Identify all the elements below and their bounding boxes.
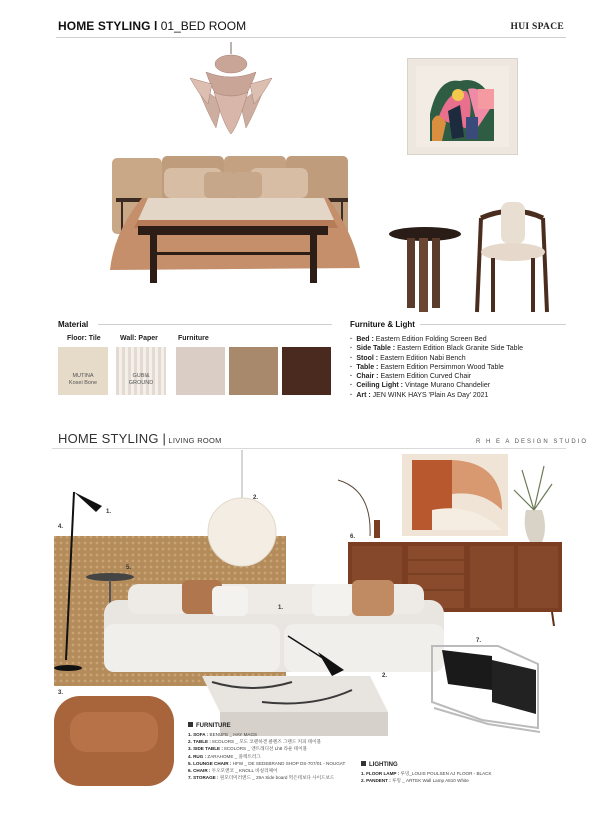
- list-item: · Ceiling Light : Vintage Murano Chandelier: [350, 381, 580, 390]
- number-armchair: 3.: [58, 690, 64, 696]
- floor-tile-name: Kosei Bone: [68, 380, 98, 386]
- legend-line: 6. CHAIR : 두오모앤코 _ KNOLL 바실리체어: [188, 768, 278, 774]
- list-item: · Chair : Eastern Edition Curved Chair: [350, 372, 580, 381]
- number-pendant: 2.: [253, 495, 259, 501]
- list-item: · Side Table : Eastern Edition Black Granite Side Table: [350, 344, 580, 353]
- legend-line: 1. FLOOR LAMP : 루밍_LOUIS POULSEN AJ FLOOR - BLACK: [361, 771, 492, 776]
- artwork-frame: [407, 58, 518, 155]
- table-chair-image: [385, 200, 555, 316]
- number-rug: 4.: [58, 524, 64, 530]
- lighting-legend: [361, 761, 492, 784]
- floor-label: Floor: Tile: [67, 335, 101, 342]
- furniture-swatch-medium: [229, 347, 278, 395]
- furniture-swatch-dark: [282, 347, 331, 395]
- bed-image: [102, 154, 364, 284]
- wall-label: Wall: Paper: [120, 335, 158, 342]
- living-room-divider: [52, 448, 566, 449]
- furniture-light-divider: [420, 324, 566, 325]
- number-floor-lamp: 1.: [106, 509, 112, 515]
- living-room-title: [58, 431, 222, 446]
- square-icon: [188, 722, 193, 727]
- legend-line: 1. SOFA : BENUFE _ HAY MAGS: [188, 732, 258, 737]
- furniture-legend: [188, 722, 345, 781]
- furniture-legend-heading: FURNITURE: [188, 722, 345, 731]
- brand-name: HUI SPACE: [510, 22, 564, 32]
- lighting-legend-heading: LIGHTING: [361, 761, 492, 770]
- furniture-label: Furniture: [178, 335, 209, 342]
- abstract-art-image: [408, 59, 517, 154]
- furniture-light-heading: Furniture & Light: [350, 320, 415, 329]
- page-title-room: 01_BED ROOM: [157, 19, 247, 33]
- list-item: · Stool : Eastern Edition Nabi Bench: [350, 354, 580, 363]
- studio-name: R H E A DESIGN STUDIO: [476, 439, 589, 445]
- number-coffee-table: 2.: [382, 673, 388, 679]
- material-divider: [98, 324, 332, 325]
- furniture-light-list: [350, 335, 580, 400]
- material-heading: Material: [58, 320, 89, 329]
- floor-tile-swatch: [58, 347, 108, 395]
- legend-line: 2. PANDENT : 루밍 _ ARTEK Wall Lamp A810 White: [361, 778, 469, 784]
- list-item: · Art : JEN WINK HAYS 'Plain As Day' 2021: [350, 391, 580, 400]
- number-side-table: 5.: [126, 565, 132, 571]
- legend-line: 4. RUG : ZARAHOME _ 플렉트러그: [188, 753, 261, 759]
- living-room-title-main: HOME STYLING |: [58, 431, 167, 446]
- wallpaper-swatch: [116, 347, 166, 395]
- square-icon: [361, 761, 366, 766]
- number-storage: 6.: [350, 534, 356, 540]
- page-title: [58, 19, 246, 33]
- list-item: · Table : Eastern Edition Persimmon Wood Table: [350, 363, 580, 372]
- wallpaper-name: GROUND: [128, 380, 154, 386]
- page-title-bold: HOME STYLING l: [58, 19, 158, 33]
- wallpaper-brand: GUBI&: [132, 373, 150, 379]
- chandelier-image: [186, 42, 276, 138]
- living-room-title-sub: LIVING ROOM: [166, 436, 222, 445]
- legend-line: 3. SIDE TABLE : 8COLORS _ 앤트래디션 Lh8 라운 테이블: [188, 746, 308, 752]
- legend-line: 7. STORAGE : 원모더미러앤드 _ 29A Side board 먹은테보다 사이드보드: [188, 775, 335, 781]
- furniture-swatch-light: [176, 347, 225, 395]
- header-divider: [56, 37, 566, 38]
- legend-line: 2. TABLE : 8COLORS _ 모도 코펜하겐 클렌즈 그랜드 커피 테이블: [188, 739, 322, 745]
- floor-tile-brand: MUTINA: [72, 373, 94, 379]
- number-chair: 7.: [476, 638, 482, 644]
- legend-line: 5. LOUNGE CHAIR : HFW _ DE SEDEBRAND SHOP DS-707/01 - NOUGAT: [188, 760, 346, 766]
- list-item: · Bed : Eastern Edition Folding Screen Bed: [350, 335, 580, 344]
- number-table-lamp: 1.: [278, 605, 284, 611]
